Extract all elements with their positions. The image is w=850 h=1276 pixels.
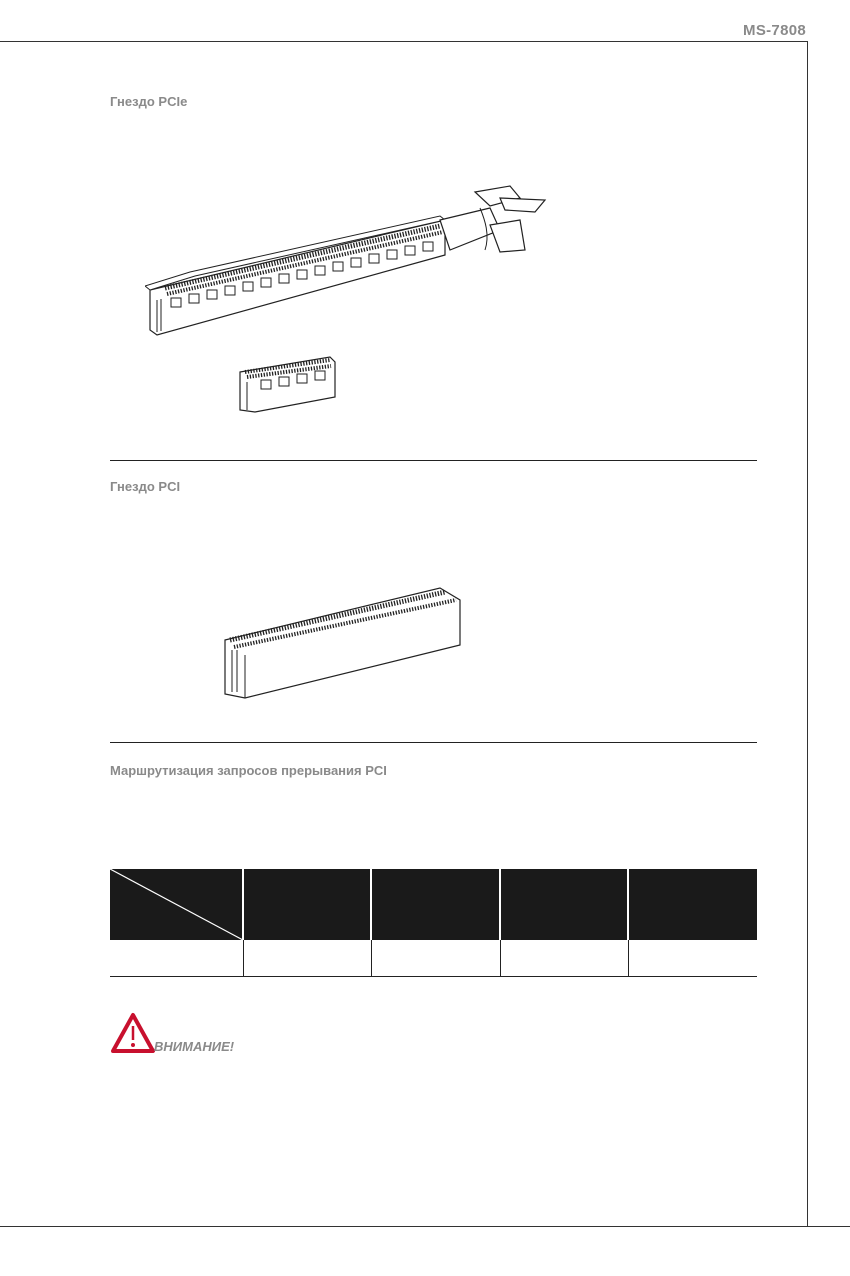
header-col-divider: [370, 869, 372, 940]
section-divider-2: [110, 742, 757, 743]
header-rule: [0, 41, 808, 42]
pcie-x1-slot-illustration: [235, 352, 345, 417]
irq-table-row: [110, 940, 757, 977]
pcie-x16-slot-illustration: [145, 180, 555, 340]
warning-triangle-icon: [110, 1012, 156, 1054]
row-col-divider: [500, 940, 501, 976]
irq-table-corner-diagonal: [110, 869, 243, 940]
model-number: MS-7808: [743, 22, 806, 39]
footer-tab-rule: [808, 1226, 850, 1227]
pcie-slot-heading: Гнездо PCIe: [110, 94, 188, 109]
row-col-divider: [243, 940, 244, 976]
page-right-border: [807, 41, 808, 1226]
footer-rule: [0, 1226, 808, 1227]
row-col-divider: [371, 940, 372, 976]
header-col-divider: [627, 869, 629, 940]
pci-slot-illustration: [220, 580, 470, 705]
pci-slot-heading: Гнездо PCI: [110, 479, 181, 494]
section-divider-1: [110, 460, 757, 461]
irq-table-header: [110, 869, 757, 940]
warning-label: ВНИМАНИЕ!: [154, 1039, 235, 1054]
row-col-divider: [628, 940, 629, 976]
pci-irq-routing-heading: Маршрутизация запросов прерывания PCI: [110, 763, 387, 778]
header-col-divider: [242, 869, 244, 940]
header-col-divider: [499, 869, 501, 940]
